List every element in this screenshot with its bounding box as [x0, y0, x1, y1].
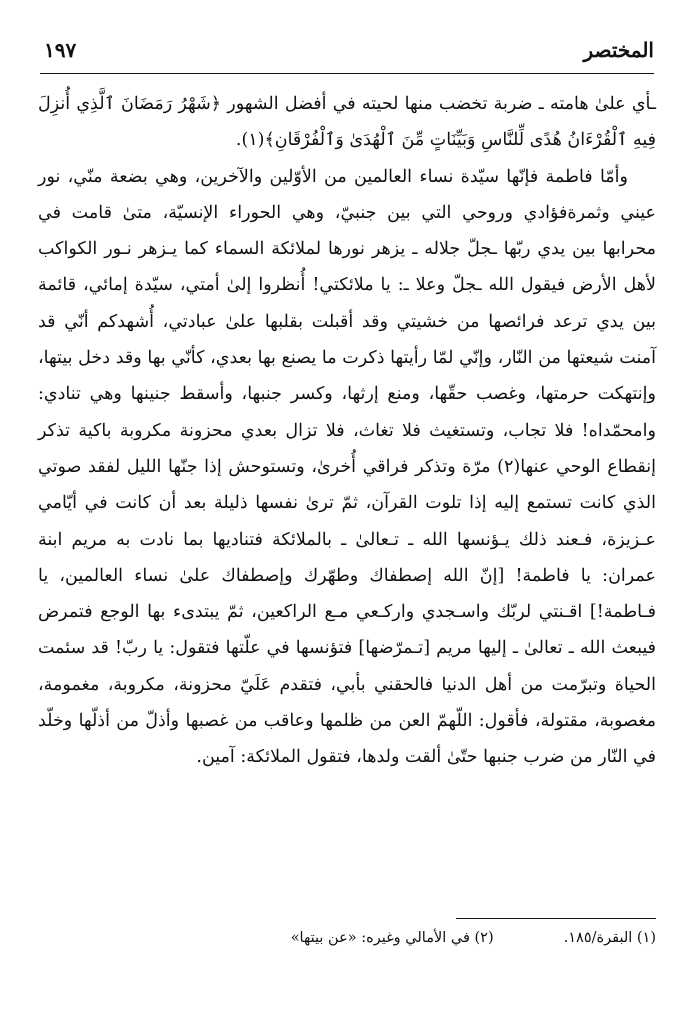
- paragraph-1: ـأي علىٰ هامته ـ ضربة تخضب منها لحيته في أفضل الشهور ﴿شَهْرُ رَمَضَانَ ٱلَّذِي أُنزِلَ فِيهِ ٱلْقُرْءَانُ هُدًى لِّلنَّاسِ وَبَيِّنَاتٍ مِّنَ ٱلْهُدَىٰ وَٱلْفُرْقَانِ﴾(١).: [38, 94, 656, 151]
- main-text: [38, 86, 656, 776]
- running-title: المختصر: [583, 38, 654, 62]
- footnote-rule: [456, 918, 656, 919]
- footnote-1: (١) البقرة/١٨٥.: [563, 930, 656, 946]
- header-rule: [40, 73, 654, 74]
- footnote-2: (٢) في الأمالي وغيره: «عن بيتها»: [290, 930, 494, 946]
- footnotes: [38, 930, 656, 946]
- page-number: ١٩٧: [44, 38, 77, 62]
- paragraph-2: وأمّا فاطمة فإنّها سيّدة نساء العالمين من الأوّلين والآخرين، وهي بضعة منّي، نور عيني وثمرةفؤادي وروحي التي بين جنبيّ، وهي الحوراء الإنسيّة، متىٰ قامت في محرابها بين يدي ربّها ـجلّ جلاله ـ يزهر نورها لملائكة السماء كما يـزهر نـور الكواكب لأهل الأرض فيقول الله ـجلّ وعلا ـ: يا ملائكتي! أُنظروا إلىٰ أمتي، سيّدة إمائي، قائمة بين يدي ترعد فرائصها من خشيتي وقد أقبلت بقلبها علىٰ عبادتي، أُشهدكم أنّي قد آمنت شيعتها من النّار، وإنّي لمّا رأيتها ذكرت ما يصنع بها بعدي، كأنّي بها وقد دخل بيتها، وإنتهكت حرمتها، وغصب حقّها، ومنع إرثها، وكسر جنبها، وأسقط جنينها وهي تنادي: وامحمّداه! فلا تجاب، وتستغيث فلا تغاث، فلا تزال بعدي محزونة مكروبة باكية تذكر إنقطاع الوحي عنها(٢) مرّة وتذكر فراقي أُخرىٰ، وتستوحش إذا جنّها الليل لفقد صوتي الذي كانت تستمع إليه إذا تلوت القرآن، ثمّ ترىٰ نفسها ذليلة بعد أن كانت في أيّامي عـزيزة، فـعند ذلك يـؤنسها الله ـ تـعالىٰ ـ بالملائكة فتناديها بما نادت به مريم ابنة عمران: يا فاطمة! [إنّ الله إصطفاك وطهّرك وإصطفاك علىٰ نساء العالمين، يا فـاطمة!] اقـنتي لربّك واسـجدي واركـعي مـع الراكعين، ثمّ يبتدىء بها الوجع فتمرض فيبعث الله ـ تعالىٰ ـ إليها مريم [تـمرّضها] فتؤنسها في علّتها فتقول: يا ربّ! قد سئمت الحياة وتبرّمت من أهل الدنيا فالحقني بأبي، فتقدم عَلَيّ محزونة، مكروبة، مغمومة، مغصوبة، مقتولة، فأقول: اللّهمّ العن من ظلمها وعاقب من غصبها وأذلّ من أذلّها وخلّد في النّار من ضرب جنبها حتّىٰ ألقت ولدها، فتقول الملائكة: آمين.: [38, 166, 656, 768]
- page-header: [40, 34, 654, 74]
